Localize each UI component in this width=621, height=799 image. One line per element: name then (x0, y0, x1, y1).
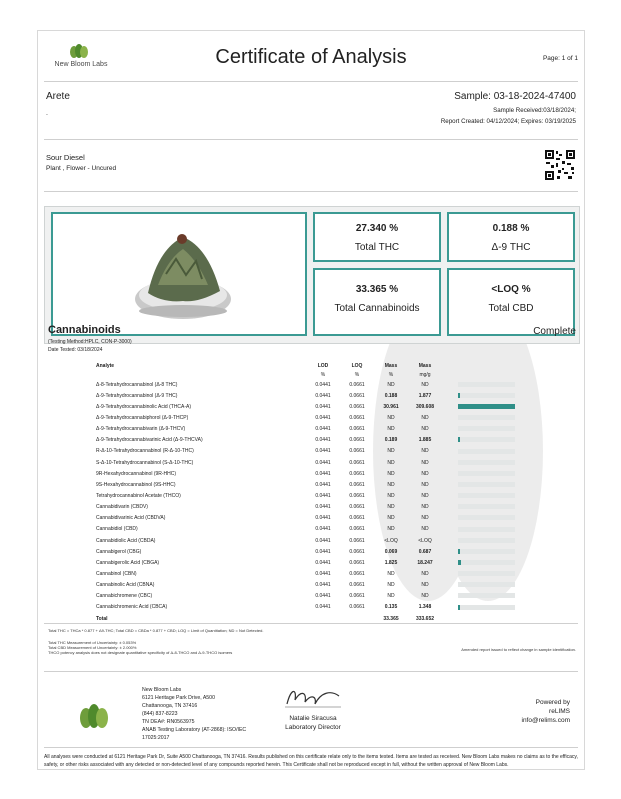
thco-note: THCO potency analysis does not designate quantitative specificity of Δ-8-THCO and Δ-9-THCO isomers (48, 650, 233, 655)
total-mass-mg: 333.652 (415, 615, 435, 622)
lab-accreditation-standard: 17025:2017 (142, 735, 170, 741)
lab-address-block (142, 686, 246, 742)
analyte-name: Δ-9-Tetrahydrocannabinolic Acid (THCA-A) (96, 403, 192, 410)
mass-mg-value: ND (421, 593, 429, 600)
mass-mg-value: ND (421, 448, 429, 455)
mass-pct-value: ND (387, 414, 395, 421)
concentration-bar-fill (458, 605, 460, 610)
sample-photo-card (51, 212, 307, 336)
concentration-bar (458, 504, 515, 509)
analyte-name: Cannabichromenic Acid (CBCA) (96, 604, 168, 611)
unit-loq: % (354, 371, 360, 378)
total-thc-value: 27.340 % (355, 223, 399, 234)
mass-mg-value: ND (421, 570, 429, 577)
powered-by-block (522, 698, 571, 725)
lab-phone: (844) 837-8223 (142, 711, 178, 717)
table-header-row (48, 361, 515, 370)
summary-panel (44, 206, 580, 344)
concentration-bar (458, 471, 515, 476)
table-row (48, 468, 515, 479)
mass-pct-value: ND (387, 526, 395, 533)
table-row (48, 524, 515, 535)
col-loq: LOQ (351, 362, 363, 369)
total-cbd-value: <LOQ % (491, 284, 531, 295)
total-cbd-label: Total CBD (488, 303, 534, 314)
loq-value: 0.0661 (349, 437, 365, 444)
table-row (48, 401, 515, 412)
lod-value: 0.0441 (315, 548, 331, 555)
analyte-name: Δ-9-Tetrahydrocannabivarin (Δ-9-THCV) (96, 426, 186, 433)
analyte-name: Cannabigerolic Acid (CBGA) (96, 559, 160, 566)
loq-value: 0.0661 (349, 559, 365, 566)
lod-value: 0.0441 (315, 426, 331, 433)
mass-pct-value: 0.188 (384, 392, 398, 399)
table-row (48, 591, 515, 602)
mass-pct-value: ND (387, 582, 395, 589)
divider (44, 747, 578, 748)
mass-pct-value: 1.825 (384, 559, 398, 566)
loq-value: 0.0661 (349, 492, 365, 499)
concentration-bar (458, 538, 515, 543)
lod-value: 0.0441 (315, 392, 331, 399)
mass-mg-value: ND (421, 414, 429, 421)
divider (44, 623, 578, 624)
mass-pct-value: ND (387, 593, 395, 600)
concentration-bar (458, 426, 515, 431)
cannabinoids-title: Cannabinoids (48, 324, 121, 336)
total-thc-card (313, 212, 441, 262)
analyte-name: Cannabinol (CBN) (96, 570, 137, 577)
report-dates: Report Created: 04/12/2024; Expires: 03/19/2025 (440, 118, 576, 125)
sample-received: Sample Received:03/18/2024; (493, 107, 576, 114)
concentration-bar (458, 527, 515, 532)
concentration-bar (458, 593, 515, 598)
col-lod: LOD (317, 362, 329, 369)
mass-pct-value: 30.961 (383, 403, 399, 410)
concentration-bar-fill (458, 393, 460, 398)
analyte-name: Cannabidiolic Acid (CBDA) (96, 537, 156, 544)
unit-mass-pct: % (388, 371, 394, 378)
table-row (48, 557, 515, 568)
loq-value: 0.0661 (349, 414, 365, 421)
analyte-name: Cannabidivarinic Acid (CBDVA) (96, 515, 166, 522)
table-row (48, 546, 515, 557)
mass-pct-value: ND (387, 448, 395, 455)
relims-name: reLIMS (549, 708, 570, 715)
signer-name: Natalie Siracusa (289, 715, 337, 722)
d9-thc-card (447, 212, 575, 262)
lod-value: 0.0441 (315, 504, 331, 511)
mass-pct-value: 0.189 (384, 437, 398, 444)
analyte-name: Cannabidivarin (CBDV) (96, 504, 148, 511)
table-row (48, 435, 515, 446)
divider (44, 81, 578, 82)
mass-mg-value: ND (421, 381, 429, 388)
mass-mg-value: ND (421, 515, 429, 522)
lod-value: 0.0441 (315, 593, 331, 600)
concentration-bar (458, 571, 515, 576)
analyte-name: Δ-9-Tetrahydrocannabivarinic Acid (Δ-9-THCVA) (96, 437, 203, 444)
lab-address-2: Chattanooga, TN 37416 (142, 703, 198, 709)
mass-mg-value: ND (421, 582, 429, 589)
analyte-name: S-Δ-10-Tetrahydrocannabinol (S-Δ-10-THC) (96, 459, 194, 466)
loq-value: 0.0661 (349, 604, 365, 611)
concentration-bar (458, 582, 515, 587)
loq-value: 0.0661 (349, 515, 365, 522)
testing-method: (Testing Method:HPLC, CON-P-3000) (48, 339, 132, 345)
table-units-row (48, 370, 515, 379)
mass-pct-value: ND (387, 570, 395, 577)
lab-address-1: 6121 Heritage Park Drive, A500 (142, 695, 215, 701)
analyte-name: Tetrahydrocannabinol Acetate (THCO) (96, 492, 181, 499)
mass-mg-value: 0.687 (418, 548, 432, 555)
concentration-bar (458, 404, 515, 409)
lab-brand-name: New Bloom Labs (54, 61, 108, 68)
mass-mg-value: ND (421, 492, 429, 499)
product-name: Sour Diesel (46, 153, 85, 162)
loq-value: 0.0661 (349, 470, 365, 477)
concentration-bar-fill (458, 437, 460, 442)
table-row (48, 580, 515, 591)
lab-footer-logo-icon (78, 702, 110, 730)
table-row (48, 513, 515, 524)
lod-value: 0.0441 (315, 492, 331, 499)
concentration-bar (458, 515, 515, 520)
loq-value: 0.0661 (349, 481, 365, 488)
total-mass-pct: 33.365 (383, 615, 399, 622)
mass-pct-value: ND (387, 470, 395, 477)
total-label: Total (96, 615, 108, 622)
client-address: . (46, 110, 48, 117)
table-row (48, 424, 515, 435)
concentration-bar (458, 482, 515, 487)
mass-pct-value: ND (387, 492, 395, 499)
analyte-name: Cannabichromene (CBC) (96, 593, 153, 600)
mass-mg-value: 1.348 (418, 604, 432, 611)
analyte-name: Δ-9-Tetrahydrocannabiphorol (Δ-9-THCP) (96, 414, 189, 421)
lod-value: 0.0441 (315, 437, 331, 444)
lod-value: 0.0441 (315, 470, 331, 477)
concentration-bar (458, 605, 515, 610)
mass-mg-value: 1.877 (418, 392, 432, 399)
concentration-bar (458, 493, 515, 498)
concentration-bar (458, 393, 515, 398)
cannabinoids-status: Complete (533, 326, 576, 337)
loq-value: 0.0661 (349, 582, 365, 589)
lod-value: 0.0441 (315, 559, 331, 566)
lod-value: 0.0441 (315, 448, 331, 455)
total-cannabinoids-value: 33.365 % (355, 284, 399, 295)
lod-value: 0.0441 (315, 515, 331, 522)
loq-value: 0.0661 (349, 448, 365, 455)
concentration-bar-fill (458, 404, 515, 409)
cannabinoids-table (48, 361, 515, 624)
total-cannabinoids-card (313, 268, 441, 336)
formula-note: Total THC = THCa * 0.877 + Δ9-THC; Total CBD = CBDa * 0.877 + CBD; LOQ = Limit of Quantitation; ND = Not Detected. (48, 628, 264, 633)
lab-accreditation: ANAB Testing Laboratory (AT-2868): ISO/IEC (142, 727, 247, 733)
concentration-bar (458, 415, 515, 420)
table-row (48, 412, 515, 423)
loq-value: 0.0661 (349, 593, 365, 600)
mass-pct-value: ND (387, 459, 395, 466)
powered-by-label: Powered by (535, 699, 570, 706)
loq-value: 0.0661 (349, 537, 365, 544)
lab-license: TN DEA#: RN0563975 (142, 719, 195, 725)
divider (44, 191, 578, 192)
mass-pct-value: ND (387, 381, 395, 388)
loq-value: 0.0661 (349, 504, 365, 511)
amended-note: Amended report issued to reflect change in sample identification. (461, 647, 576, 652)
table-row (48, 490, 515, 501)
loq-value: 0.0661 (349, 381, 365, 388)
loq-value: 0.0661 (349, 459, 365, 466)
unit-mass-mg: mg/g (419, 371, 431, 378)
mass-mg-value: ND (421, 526, 429, 533)
analyte-name: Δ-8-Tetrahydrocannabinol (Δ-8 THC) (96, 381, 178, 388)
mass-mg-value: 1.885 (418, 437, 432, 444)
lod-value: 0.0441 (315, 459, 331, 466)
loq-value: 0.0661 (349, 426, 365, 433)
page-title: Certificate of Analysis (215, 46, 407, 68)
loq-value: 0.0661 (349, 526, 365, 533)
concentration-bar-fill (458, 560, 461, 565)
sample-photo (128, 219, 238, 329)
lod-value: 0.0441 (315, 414, 331, 421)
loq-value: 0.0661 (349, 392, 365, 399)
mass-pct-value: ND (387, 481, 395, 488)
disclaimer-text: All analyses were conducted at 6121 Heritage Park Dr, Suite A500 Chattanooga, TN 37416. Results published on this certificate relate only to the items tested. Items are tested as received. New Bloom Labs makes no claims as to the efficacy, safety, or other risks associated with any detected or non-detected level of any compounds reported herein. This Certificate shall not be reproduced except in full, without the written approval of New Bloom Labs. (44, 754, 578, 768)
mass-pct-value: <LOQ (384, 537, 398, 544)
table-row (48, 479, 515, 490)
signer-title: Laboratory Director (285, 724, 341, 731)
mass-pct-value: 0.135 (384, 604, 398, 611)
d9-thc-label: Δ-9 THC (491, 242, 531, 253)
table-row (48, 390, 515, 401)
lab-name: New Bloom Labs (142, 687, 182, 693)
concentration-bar-fill (458, 549, 460, 554)
page-number: Page: 1 of 1 (542, 55, 578, 62)
concentration-bar (458, 382, 515, 387)
date-tested: Date Tested: 03/18/2024 (48, 347, 103, 353)
client-name: Arete (46, 91, 70, 102)
sample-id: Sample: 03-18-2024-47400 (454, 91, 576, 102)
mass-pct-value: 0.069 (384, 548, 398, 555)
analyte-name: 9S-Hexahydrocannabinol (9S-HHC) (96, 481, 176, 488)
lod-value: 0.0441 (315, 604, 331, 611)
cbd-uncertainty: Total CBD Measurement of Uncertainty: ± 2.000% (48, 645, 137, 650)
mass-pct-value: ND (387, 504, 395, 511)
table-row (48, 502, 515, 513)
relims-email[interactable]: info@relims.com (521, 717, 570, 724)
lod-value: 0.0441 (315, 481, 331, 488)
concentration-bar (458, 549, 515, 554)
lod-value: 0.0441 (315, 582, 331, 589)
mass-mg-value: 18.247 (417, 559, 433, 566)
lod-value: 0.0441 (315, 526, 331, 533)
table-row (48, 446, 515, 457)
lod-value: 0.0441 (315, 381, 331, 388)
thc-uncertainty: Total THC Measurement of Uncertainty: ± 0.053% (48, 640, 137, 645)
qr-code-icon[interactable] (544, 149, 576, 181)
product-type: Plant , Flower - Uncured (46, 165, 117, 172)
concentration-bar (458, 560, 515, 565)
mass-mg-value: 309.608 (415, 403, 435, 410)
col-mass-mg: Mass (418, 362, 432, 369)
mass-mg-value: ND (421, 481, 429, 488)
mass-mg-value: ND (421, 504, 429, 511)
loq-value: 0.0661 (349, 403, 365, 410)
analyte-name: Cannabinolic Acid (CBNA) (96, 582, 155, 589)
total-thc-label: Total THC (354, 242, 400, 253)
mass-mg-value: ND (421, 470, 429, 477)
mass-pct-value: ND (387, 515, 395, 522)
divider (44, 139, 578, 140)
lod-value: 0.0441 (315, 537, 331, 544)
mass-pct-value: ND (387, 426, 395, 433)
col-mass-pct: Mass (384, 362, 398, 369)
d9-thc-value: 0.188 % (492, 223, 530, 234)
certificate-page (37, 30, 585, 770)
signature-icon (283, 686, 343, 708)
lod-value: 0.0441 (315, 403, 331, 410)
concentration-bar (458, 460, 515, 465)
lod-value: 0.0441 (315, 570, 331, 577)
divider (44, 671, 578, 672)
mass-mg-value: ND (421, 426, 429, 433)
table-row (48, 379, 515, 390)
unit-lod: % (320, 371, 326, 378)
analyte-name: Δ-9-Tetrahydrocannabinol (Δ-9 THC) (96, 392, 178, 399)
analyte-name: 9R-Hexahydrocannabinol (9R-HHC) (96, 470, 177, 477)
concentration-bar (458, 449, 515, 454)
loq-value: 0.0661 (349, 570, 365, 577)
concentration-bar (458, 437, 515, 442)
table-row (48, 457, 515, 468)
analyte-name: R-Δ-10-Tetrahydrocannabinol (R-Δ-10-THC) (96, 448, 194, 455)
mass-mg-value: <LOQ (418, 537, 432, 544)
mass-mg-value: ND (421, 459, 429, 466)
table-row (48, 602, 515, 613)
table-row (48, 568, 515, 579)
table-row (48, 535, 515, 546)
analyte-name: Cannabigerol (CBG) (96, 548, 142, 555)
loq-value: 0.0661 (349, 548, 365, 555)
total-cannabinoids-label: Total Cannabinoids (334, 303, 420, 314)
analyte-name: Cannabidiol (CBD) (96, 526, 138, 533)
col-analyte: Analyte (96, 362, 115, 369)
